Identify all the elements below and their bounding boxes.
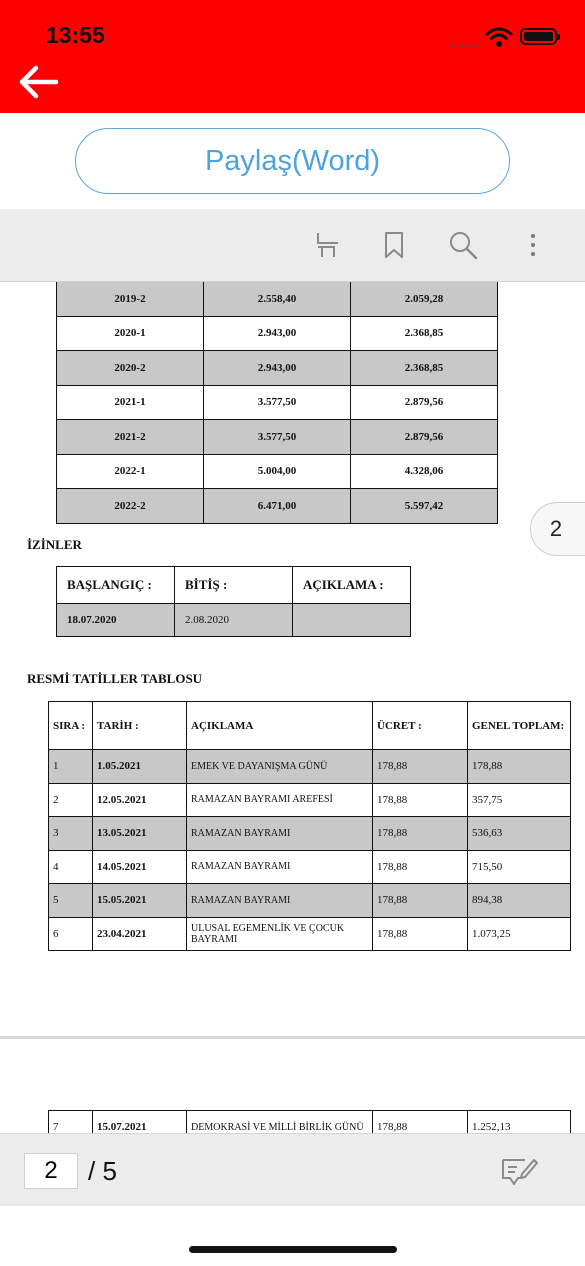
leaves-header-end: BİTİŞ : (175, 567, 293, 604)
holiday-cell-date: 14.05.2021 (93, 850, 187, 884)
holidays-header-desc: AÇIKLAMA (187, 702, 373, 750)
holidays-table (48, 701, 571, 951)
holiday-cell-desc: RAMAZAN BAYRAMI (187, 850, 373, 884)
holiday-cell-fee: 178,88 (373, 750, 468, 784)
holiday-row (49, 850, 571, 884)
holiday-cell-no: 7 (49, 1111, 93, 1134)
holiday-row (49, 917, 571, 951)
holiday-cell-date: 13.05.2021 (93, 817, 187, 851)
holidays-header-date: TARİH : (93, 702, 187, 750)
payment-row (57, 489, 498, 524)
leaves-title: İZİNLER (27, 537, 82, 552)
leaves-header-start: BAŞLANGIÇ : (57, 567, 175, 604)
payment-gross: 2.943,00 (204, 351, 351, 386)
holiday-cell-date: 12.05.2021 (93, 783, 187, 817)
payment-net: 5.597,42 (351, 489, 498, 524)
status-time: 13:55 (46, 22, 105, 48)
holiday-cell-no: 3 (49, 817, 93, 851)
holiday-cell-date: 23.04.2021 (93, 917, 187, 951)
payment-net: 2.879,56 (351, 385, 498, 420)
pagination-bar (0, 1133, 585, 1206)
leaves-start-value: 18.07.2020 (57, 604, 175, 637)
holiday-cell-total: 178,88 (468, 750, 571, 784)
payment-gross: 5.004,00 (204, 454, 351, 489)
holiday-cell-no: 5 (49, 884, 93, 918)
payment-gross: 6.471,00 (204, 489, 351, 524)
holiday-cell-fee: 178,88 (373, 917, 468, 951)
more-icon[interactable] (517, 229, 549, 261)
payment-net: 2.368,85 (351, 351, 498, 386)
payment-period: 2019-2 (57, 282, 204, 316)
holiday-cell-fee: 178,88 (373, 817, 468, 851)
holiday-cell-total: 357,75 (468, 783, 571, 817)
wifi-icon (485, 26, 513, 48)
payment-net: 2.059,28 (351, 282, 498, 316)
pdf-document[interactable] (0, 282, 585, 1133)
payment-row (57, 454, 498, 489)
annotate-icon[interactable] (500, 1154, 538, 1186)
cellular-signal-icon: ●●●● (451, 41, 480, 52)
holiday-cell-no: 2 (49, 783, 93, 817)
holiday-row (49, 750, 571, 784)
holiday-cell-date: 15.07.2021 (93, 1111, 187, 1134)
holiday-cell-no: 4 (49, 850, 93, 884)
leaves-end-value: 2.08.2020 (175, 604, 293, 637)
payment-row (57, 385, 498, 420)
holidays-title: RESMİ TATİLLER TABLOSU (27, 671, 203, 686)
payment-net: 4.328,06 (351, 454, 498, 489)
holiday-row (49, 783, 571, 817)
payment-row (57, 420, 498, 455)
leaves-table (56, 566, 411, 637)
holiday-row (49, 817, 571, 851)
holiday-row (49, 884, 571, 918)
holiday-cell-no: 1 (49, 750, 93, 784)
home-indicator (189, 1246, 397, 1253)
share-section (0, 113, 585, 209)
holiday-cell-total: 1.252,13 (468, 1111, 571, 1134)
payment-period: 2021-1 (57, 385, 204, 420)
holiday-cell-desc: RAMAZAN BAYRAMI (187, 884, 373, 918)
payment-period: 2020-2 (57, 351, 204, 386)
holiday-cell-desc: EMEK VE DAYANIŞMA GÜNÜ (187, 750, 373, 784)
app-header (0, 0, 585, 113)
holiday-cell-fee: 178,88 (373, 884, 468, 918)
holiday-cell-total: 536,63 (468, 817, 571, 851)
holidays-header-total: GENEL TOPLAM: (468, 702, 571, 750)
holiday-cell-desc: ULUSAL EGEMENLİK VE ÇOCUK BAYRAMI (187, 917, 373, 951)
leaves-header-desc: AÇIKLAMA : (293, 567, 411, 604)
holiday-cell-date: 1.05.2021 (93, 750, 187, 784)
payment-gross: 3.577,50 (204, 385, 351, 420)
payment-period: 2021-2 (57, 420, 204, 455)
payment-period: 2020-1 (57, 316, 204, 351)
holidays-header-no: SIRA : (49, 702, 93, 750)
page-separator (0, 1036, 585, 1039)
bookmark-icon[interactable] (378, 229, 410, 261)
leaves-desc-value (293, 604, 411, 637)
payments-table (56, 282, 498, 524)
page-number-badge[interactable]: 2 (530, 502, 585, 556)
holiday-cell-total: 894,38 (468, 884, 571, 918)
holiday-cell-total: 715,50 (468, 850, 571, 884)
crop-icon[interactable] (312, 229, 344, 261)
search-icon[interactable] (447, 229, 479, 261)
payment-row (57, 282, 498, 316)
payment-row (57, 316, 498, 351)
payment-gross: 2.558,40 (204, 282, 351, 316)
payment-period: 2022-2 (57, 489, 204, 524)
payment-period: 2022-1 (57, 454, 204, 489)
battery-icon (520, 28, 557, 45)
holiday-cell-desc: RAMAZAN BAYRAMI (187, 817, 373, 851)
holiday-cell-fee: 178,88 (373, 1111, 468, 1134)
share-word-button[interactable]: Paylaş(Word) (75, 128, 510, 194)
holiday-cell-desc: DEMOKRASİ VE MİLLİ BİRLİK GÜNÜ (187, 1111, 373, 1134)
payment-gross: 2.943,00 (204, 316, 351, 351)
payment-net: 2.879,56 (351, 420, 498, 455)
holiday-cell-no: 6 (49, 917, 93, 951)
holiday-cell-desc: RAMAZAN BAYRAMI AREFESİ (187, 783, 373, 817)
holidays-header-fee: ÜCRET : (373, 702, 468, 750)
payment-net: 2.368,85 (351, 316, 498, 351)
payment-row (57, 351, 498, 386)
payment-gross: 3.577,50 (204, 420, 351, 455)
holiday-cell-date: 15.05.2021 (93, 884, 187, 918)
holiday-cell-total: 1.073,25 (468, 917, 571, 951)
current-page-input[interactable]: 2 (24, 1153, 78, 1189)
holiday-cell-fee: 178,88 (373, 783, 468, 817)
total-pages: / 5 (88, 1156, 117, 1186)
holiday-cell-fee: 178,88 (373, 850, 468, 884)
back-arrow-icon[interactable] (16, 62, 60, 102)
viewer-toolbar (0, 209, 585, 282)
holidays-table-continued (48, 1110, 571, 1133)
